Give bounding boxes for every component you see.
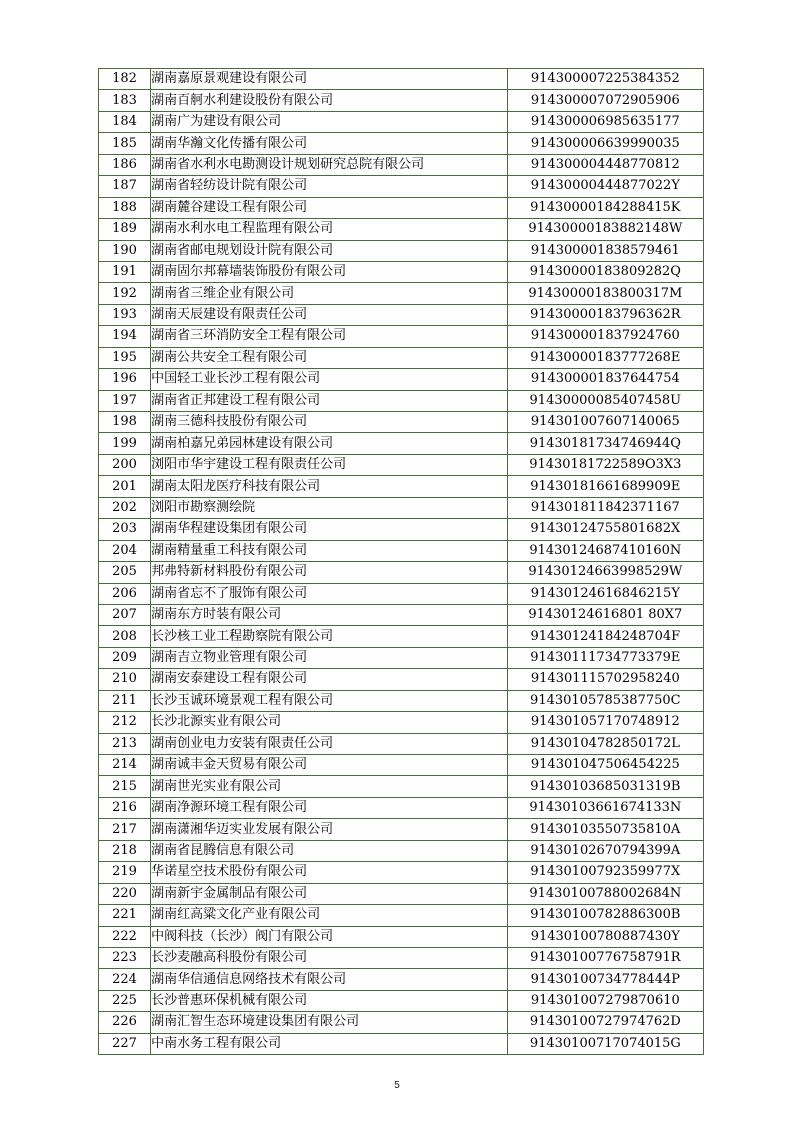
row-number-cell: 227 <box>99 1033 151 1054</box>
company-name-cell: 湖南世光实业有限公司 <box>151 776 508 797</box>
table-row <box>99 540 704 561</box>
table-row <box>99 154 704 175</box>
row-number-cell: 226 <box>99 1012 151 1033</box>
table-row <box>99 755 704 776</box>
credit-code-cell: 914301811842371167 <box>507 497 703 518</box>
credit-code-cell: 91430000183882148W <box>507 219 703 240</box>
table-row <box>99 412 704 433</box>
table-row <box>99 347 704 368</box>
company-name-cell: 湖南精量重工科技有限公司 <box>151 540 508 561</box>
credit-code-cell: 91430000444877022Y <box>507 176 703 197</box>
company-name-cell: 湖南省轻纺设计院有限公司 <box>151 176 508 197</box>
row-number-cell: 215 <box>99 776 151 797</box>
row-number-cell: 201 <box>99 476 151 497</box>
company-name-cell: 湖南太阳龙医疗科技有限公司 <box>151 476 508 497</box>
credit-code-cell: 91430103685031319B <box>507 776 703 797</box>
row-number-cell: 219 <box>99 862 151 883</box>
company-name-cell: 湖南汇智生态环境建设集团有限公司 <box>151 1012 508 1033</box>
credit-code-cell: 914300007225384352 <box>507 69 703 90</box>
table-row <box>99 862 704 883</box>
row-number-cell: 222 <box>99 926 151 947</box>
company-name-cell: 中南水务工程有限公司 <box>151 1033 508 1054</box>
credit-code-cell: 914301115702958240 <box>507 669 703 690</box>
credit-code-cell: 91430103661674133N <box>507 797 703 818</box>
row-number-cell: 196 <box>99 369 151 390</box>
table-row <box>99 369 704 390</box>
company-name-cell: 长沙普惠环保机械有限公司 <box>151 990 508 1011</box>
company-name-cell: 中阀科技（长沙）阀门有限公司 <box>151 926 508 947</box>
row-number-cell: 203 <box>99 519 151 540</box>
company-name-cell: 湖南柏嘉兄弟园林建设有限公司 <box>151 433 508 454</box>
row-number-cell: 209 <box>99 647 151 668</box>
company-name-cell: 湖南麓谷建设工程有限公司 <box>151 197 508 218</box>
company-name-cell: 长沙北源实业有限公司 <box>151 712 508 733</box>
table-row <box>99 197 704 218</box>
row-number-cell: 188 <box>99 197 151 218</box>
company-name-cell: 湖南天辰建设有限责任公司 <box>151 304 508 325</box>
company-name-cell: 湖南省昆腾信息有限公司 <box>151 840 508 861</box>
company-name-cell: 湖南水利水电工程监理有限公司 <box>151 219 508 240</box>
credit-code-cell: 914300001837924760 <box>507 326 703 347</box>
table-row <box>99 690 704 711</box>
row-number-cell: 221 <box>99 905 151 926</box>
row-number-cell: 193 <box>99 304 151 325</box>
table-row <box>99 562 704 583</box>
table-row <box>99 1033 704 1054</box>
row-number-cell: 190 <box>99 240 151 261</box>
table-row <box>99 497 704 518</box>
row-number-cell: 192 <box>99 283 151 304</box>
company-name-cell: 湖南省正邦建设工程有限公司 <box>151 390 508 411</box>
credit-code-cell: 91430181722589O3X3 <box>507 454 703 475</box>
company-name-cell: 湖南固尔邦幕墙装饰股份有限公司 <box>151 261 508 282</box>
company-name-cell: 湖南省三维企业有限公司 <box>151 283 508 304</box>
credit-code-cell: 91430124616846215Y <box>507 583 703 604</box>
credit-code-cell: 91430124755801682X <box>507 519 703 540</box>
row-number-cell: 187 <box>99 176 151 197</box>
credit-code-cell: 91430124616801 80X7 <box>507 604 703 625</box>
credit-code-cell: 914301047506454225 <box>507 755 703 776</box>
credit-code-cell: 914300001837644754 <box>507 369 703 390</box>
row-number-cell: 183 <box>99 90 151 111</box>
company-name-cell: 湖南诚丰金天贸易有限公司 <box>151 755 508 776</box>
company-name-cell: 湖南省水利水电勘测设计规划研究总院有限公司 <box>151 154 508 175</box>
row-number-cell: 195 <box>99 347 151 368</box>
table-row <box>99 283 704 304</box>
company-name-cell: 湖南嘉原景观建设有限公司 <box>151 69 508 90</box>
credit-code-cell: 91430000184288415K <box>507 197 703 218</box>
credit-code-cell: 914300006985635177 <box>507 111 703 132</box>
row-number-cell: 223 <box>99 947 151 968</box>
table-row <box>99 476 704 497</box>
row-number-cell: 224 <box>99 969 151 990</box>
company-name-cell: 湖南新宇金属制品有限公司 <box>151 883 508 904</box>
credit-code-cell: 914300001838579461 <box>507 240 703 261</box>
table-row <box>99 1012 704 1033</box>
company-name-cell: 中国轻工业长沙工程有限公司 <box>151 369 508 390</box>
credit-code-cell: 91430000183809282Q <box>507 261 703 282</box>
company-name-cell: 邦弗特新材料股份有限公司 <box>151 562 508 583</box>
credit-code-cell: 91430181661689909E <box>507 476 703 497</box>
company-name-cell: 湖南省忘不了服饰有限公司 <box>151 583 508 604</box>
table-row <box>99 604 704 625</box>
credit-code-cell: 914300006639990035 <box>507 133 703 154</box>
credit-code-cell: 914300004448770812 <box>507 154 703 175</box>
row-number-cell: 202 <box>99 497 151 518</box>
credit-code-cell: 91430104782850172L <box>507 733 703 754</box>
table-row <box>99 69 704 90</box>
company-name-cell: 长沙玉诚环境景观工程有限公司 <box>151 690 508 711</box>
company-name-cell: 湖南三德科技股份有限公司 <box>151 412 508 433</box>
credit-code-cell: 91430100782886300B <box>507 905 703 926</box>
credit-code-cell: 91430124663998529W <box>507 562 703 583</box>
table-row <box>99 647 704 668</box>
company-name-cell: 湖南华信通信息网络技术有限公司 <box>151 969 508 990</box>
company-name-cell: 湖南华瀚文化传播有限公司 <box>151 133 508 154</box>
credit-code-cell: 91430103550735810A <box>507 819 703 840</box>
table-row <box>99 712 704 733</box>
table-row <box>99 776 704 797</box>
row-number-cell: 206 <box>99 583 151 604</box>
credit-code-cell: 914301007279870610 <box>507 990 703 1011</box>
credit-code-cell: 91430000183777268E <box>507 347 703 368</box>
table-row <box>99 133 704 154</box>
credit-code-cell: 91430100792359977X <box>507 862 703 883</box>
company-name-cell: 湖南东方时装有限公司 <box>151 604 508 625</box>
row-number-cell: 213 <box>99 733 151 754</box>
credit-code-cell: 91430100788002684N <box>507 883 703 904</box>
company-name-cell: 长沙核工业工程勘察院有限公司 <box>151 626 508 647</box>
table-row <box>99 304 704 325</box>
credit-code-cell: 91430100776758791R <box>507 947 703 968</box>
company-name-cell: 湖南省邮电规划设计院有限公司 <box>151 240 508 261</box>
row-number-cell: 211 <box>99 690 151 711</box>
row-number-cell: 208 <box>99 626 151 647</box>
table-row <box>99 733 704 754</box>
row-number-cell: 214 <box>99 755 151 776</box>
table-row <box>99 669 704 690</box>
row-number-cell: 207 <box>99 604 151 625</box>
table-row <box>99 90 704 111</box>
row-number-cell: 198 <box>99 412 151 433</box>
table-row <box>99 626 704 647</box>
table-row <box>99 905 704 926</box>
row-number-cell: 199 <box>99 433 151 454</box>
table-row <box>99 819 704 840</box>
row-number-cell: 216 <box>99 797 151 818</box>
row-number-cell: 194 <box>99 326 151 347</box>
company-name-cell: 湖南百舸水利建设股份有限公司 <box>151 90 508 111</box>
credit-code-cell: 91430100780887430Y <box>507 926 703 947</box>
table-row <box>99 519 704 540</box>
row-number-cell: 197 <box>99 390 151 411</box>
row-number-cell: 212 <box>99 712 151 733</box>
table-row <box>99 840 704 861</box>
row-number-cell: 200 <box>99 454 151 475</box>
table-row <box>99 326 704 347</box>
company-name-cell: 长沙麦融高科股份有限公司 <box>151 947 508 968</box>
table-row <box>99 947 704 968</box>
credit-code-cell: 91430000183800317M <box>507 283 703 304</box>
company-name-cell: 华诺星空技术股份有限公司 <box>151 862 508 883</box>
company-name-cell: 浏阳市勘察测绘院 <box>151 497 508 518</box>
row-number-cell: 218 <box>99 840 151 861</box>
credit-code-cell: 91430105785387750C <box>507 690 703 711</box>
row-number-cell: 204 <box>99 540 151 561</box>
row-number-cell: 184 <box>99 111 151 132</box>
table-row <box>99 583 704 604</box>
row-number-cell: 225 <box>99 990 151 1011</box>
row-number-cell: 210 <box>99 669 151 690</box>
table-row <box>99 111 704 132</box>
company-name-cell: 浏阳市华宇建设工程有限责任公司 <box>151 454 508 475</box>
credit-code-cell: 91430100734778444P <box>507 969 703 990</box>
table-row <box>99 454 704 475</box>
credit-code-cell: 91430100727974762D <box>507 1012 703 1033</box>
company-registry-table <box>98 68 704 1055</box>
company-name-cell: 湖南安泰建设工程有限公司 <box>151 669 508 690</box>
table-row <box>99 240 704 261</box>
table-row <box>99 176 704 197</box>
table-row <box>99 990 704 1011</box>
row-number-cell: 186 <box>99 154 151 175</box>
company-name-cell: 湖南省三环消防安全工程有限公司 <box>151 326 508 347</box>
table-row <box>99 433 704 454</box>
table-row <box>99 390 704 411</box>
company-name-cell: 湖南潇湘华迈实业发展有限公司 <box>151 819 508 840</box>
credit-code-cell: 91430100717074015G <box>507 1033 703 1054</box>
credit-code-cell: 91430124184248704F <box>507 626 703 647</box>
credit-code-cell: 91430181734746944Q <box>507 433 703 454</box>
company-name-cell: 湖南公共安全工程有限公司 <box>151 347 508 368</box>
row-number-cell: 185 <box>99 133 151 154</box>
credit-code-cell: 91430000183796362R <box>507 304 703 325</box>
credit-code-cell: 914301057170748912 <box>507 712 703 733</box>
row-number-cell: 205 <box>99 562 151 583</box>
row-number-cell: 189 <box>99 219 151 240</box>
company-name-cell: 湖南红高粱文化产业有限公司 <box>151 905 508 926</box>
page-number: 5 <box>394 1080 400 1091</box>
company-name-cell: 湖南吉立物业管理有限公司 <box>151 647 508 668</box>
table-row <box>99 261 704 282</box>
row-number-cell: 217 <box>99 819 151 840</box>
credit-code-cell: 91430124687410160N <box>507 540 703 561</box>
registry-table-body <box>99 69 704 1055</box>
table-row <box>99 219 704 240</box>
row-number-cell: 191 <box>99 261 151 282</box>
table-row <box>99 797 704 818</box>
credit-code-cell: 914301007607140065 <box>507 412 703 433</box>
row-number-cell: 220 <box>99 883 151 904</box>
company-name-cell: 湖南广为建设有限公司 <box>151 111 508 132</box>
company-name-cell: 湖南创业电力安装有限责任公司 <box>151 733 508 754</box>
table-row <box>99 926 704 947</box>
row-number-cell: 182 <box>99 69 151 90</box>
credit-code-cell: 91430102670794399A <box>507 840 703 861</box>
credit-code-cell: 91430111734773379E <box>507 647 703 668</box>
credit-code-cell: 914300007072905906 <box>507 90 703 111</box>
credit-code-cell: 91430000085407458U <box>507 390 703 411</box>
company-name-cell: 湖南净源环境工程有限公司 <box>151 797 508 818</box>
table-row <box>99 883 704 904</box>
company-name-cell: 湖南华程建设集团有限公司 <box>151 519 508 540</box>
table-row <box>99 969 704 990</box>
